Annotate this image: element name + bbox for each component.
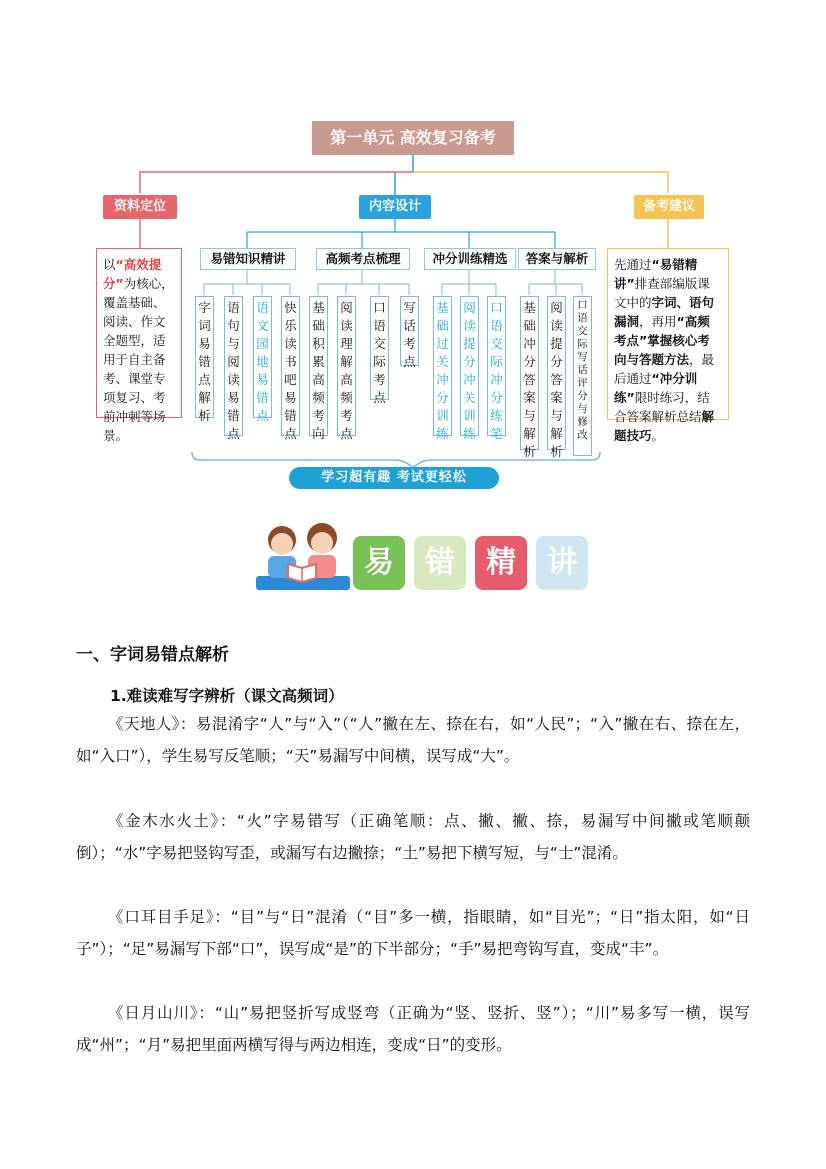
column-item: 基础过关冲分训练 [433, 296, 452, 436]
column-item: 写话考点 [400, 296, 419, 366]
students-reading-illustration [256, 520, 350, 592]
branch-right: 备考建议 [634, 195, 704, 219]
column-item: 阅读提分冲关训练 [460, 296, 479, 436]
paragraph: 《天地人》：易混淆字“人”与“入”（“人”撇在左、捺在右，如“人民”；“入”撇在右、捺在左，如“入口”），学生易写反笔顺；“天”易漏写中间横，误写成“大”。 [76, 715, 750, 765]
column-item: 快乐读书吧易错点 [281, 296, 300, 436]
column-item: 阅读理解高频考点 [337, 296, 356, 436]
left-description: 以“高效提分”为核心，覆盖基础、阅读、作文全题型，适用于自主备考、课堂专项复习、考前冲刺等场景。 [96, 248, 182, 418]
column-item: 口语交际考点 [370, 296, 389, 400]
column-item: 语文园地易错点 [253, 296, 272, 418]
paragraph: 《口耳目手足》：“目”与“日”混淆（“目”多一横，指眼睛，如“目光”；“日”指太阳，如“日子”）；“足”易漏写下部“口”，误写成“是”的下半部分；“手”易把弯钩写直，变成“丰”。 [76, 908, 750, 958]
subheader-4: 答案与解析 [518, 248, 596, 270]
branch-left: 资料定位 [103, 195, 177, 219]
column-item: 基础冲分答案与解析 [520, 296, 539, 450]
tile-cuo: 错 [414, 536, 466, 590]
section-title: 一、字词易错点解析 [76, 645, 229, 665]
paragraph: 《金木水火土》：“火”字易错写（正确笔顺：点、撇、撇、捺，易漏写中间撇或笔顺颠倒）；“水”字易把竖钩写歪，或漏写右边撇捺；“土”易把下横写短，与“士”混淆。 [76, 812, 750, 862]
column-item: 语句与阅读易错点 [224, 296, 243, 436]
right-description: 先通过“易错精讲”排查部编版课文中的字词、语句漏洞，再用“高频考点”掌握核心考向与答题方法，最后通过“冲分训练”限时练习，结合答案解析总结解题技巧。 [607, 248, 729, 420]
paragraph: 《日月山川》：“山”易把竖折写成竖弯（正确为“竖、竖折、竖”）；“川”易多写一横，误写成“州”；“月”易把里面两横写得与两边相连，变成“日”的变形。 [76, 1004, 750, 1054]
subsection-title: 1.难读难写字辨析（课文高频词） [110, 687, 344, 705]
tile-yi: 易 [353, 536, 405, 590]
mindmap-title: 第一单元 高效复习备考 [312, 121, 514, 155]
subheader-2: 高频考点梳理 [316, 248, 410, 270]
tile-jiang: 讲 [536, 536, 588, 590]
subheader-3: 冲分训练精选 [424, 248, 516, 270]
column-item: 字词易错点解析 [195, 296, 214, 418]
column-item: 阅读提分答案与解析 [547, 296, 566, 450]
tile-jing: 精 [475, 536, 527, 590]
branch-center: 内容设计 [359, 195, 431, 219]
slogan-banner: 学习超有趣 考试更轻松 [289, 467, 499, 489]
column-item: 口语交际写话评分与修改 [573, 296, 592, 456]
subheader-1: 易错知识精讲 [200, 248, 296, 270]
column-item: 基础积累高频考向 [309, 296, 328, 436]
column-item: 口语交际冲分练笔 [487, 296, 506, 436]
